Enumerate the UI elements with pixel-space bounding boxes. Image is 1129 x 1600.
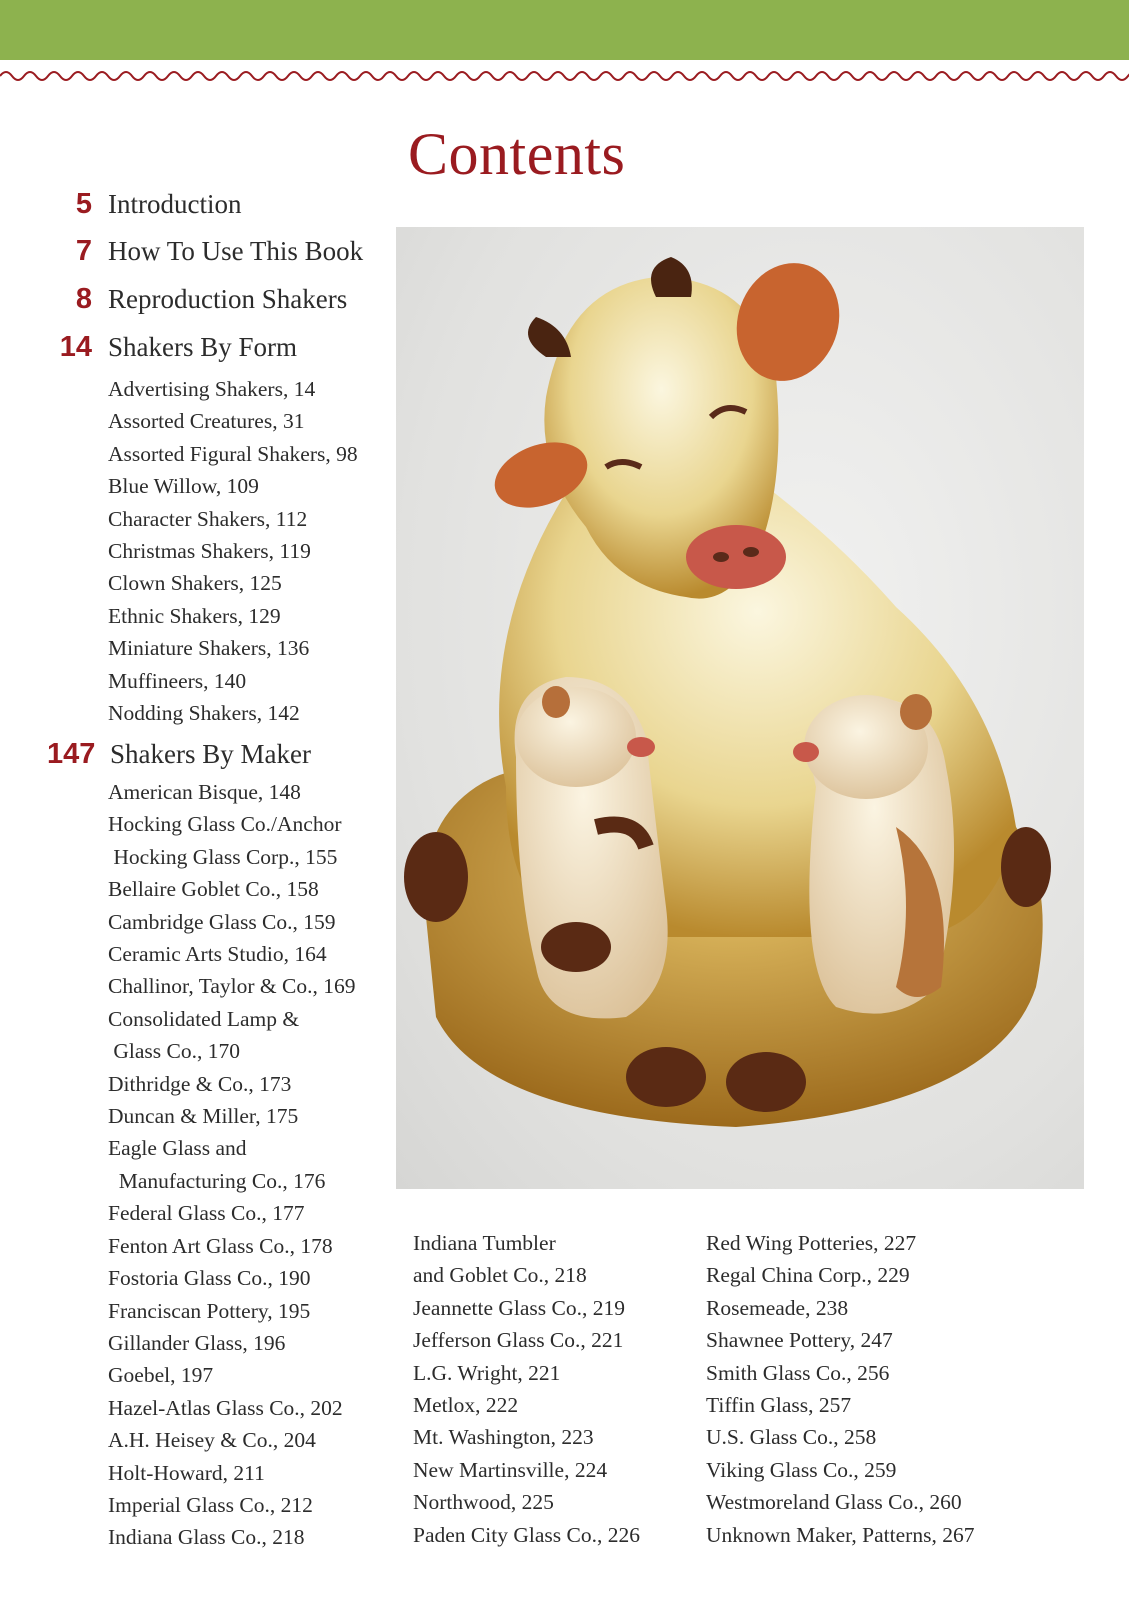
toc-entry[interactable]: Indiana Glass Co., 218 xyxy=(108,1525,305,1550)
toc-entry[interactable]: Ethnic Shakers, 129 xyxy=(108,603,281,628)
toc-entry[interactable]: L.G. Wright, 221 xyxy=(413,1360,561,1385)
toc-entry[interactable]: Manufacturing Co., 176 xyxy=(108,1168,326,1193)
toc-entry[interactable]: Indiana Tumbler xyxy=(413,1231,556,1255)
toc-entry[interactable]: Muffineers, 140 xyxy=(108,668,247,693)
toc-entry[interactable]: Hocking Glass Co./Anchor xyxy=(108,812,342,837)
toc-entry[interactable]: Mt. Washington, 223 xyxy=(413,1425,594,1450)
toc-entry[interactable]: Hazel-Atlas Glass Co., 202 xyxy=(108,1395,343,1420)
cow-family-figurine xyxy=(396,227,1084,1189)
toc-section-label: Shakers By Maker xyxy=(110,739,311,769)
by-maker-list-col3 xyxy=(706,1227,974,1551)
toc-entry[interactable]: Cambridge Glass Co., 159 xyxy=(108,909,336,934)
toc-section-label: Shakers By Form xyxy=(108,332,297,362)
toc-entry[interactable]: Duncan & Miller, 175 xyxy=(108,1104,299,1129)
toc-entry[interactable]: Regal China Corp., 229 xyxy=(706,1263,910,1288)
page-title: Contents xyxy=(408,121,626,187)
toc-entry[interactable]: New Martinsville, 224 xyxy=(413,1457,608,1482)
toc-page-number: 147 xyxy=(47,738,96,770)
toc-entry[interactable]: Consolidated Lamp & xyxy=(108,1006,300,1031)
toc-entry[interactable]: Westmoreland Glass Co., 260 xyxy=(706,1490,962,1515)
toc-entry[interactable]: Unknown Maker, Patterns, 267 xyxy=(706,1522,975,1547)
toc-entry[interactable]: Jefferson Glass Co., 221 xyxy=(413,1328,624,1353)
by-maker-list-col1 xyxy=(108,776,355,1554)
toc-entry[interactable]: Challinor, Taylor & Co., 169 xyxy=(108,974,356,999)
toc-section-label: Reproduction Shakers xyxy=(108,284,348,314)
toc-entry[interactable]: Viking Glass Co., 259 xyxy=(706,1457,897,1482)
toc-entry[interactable]: Rosemeade, 238 xyxy=(706,1295,849,1320)
toc-entry[interactable]: Advertising Shakers, 14 xyxy=(108,377,316,401)
toc-entry[interactable]: Holt-Howard, 211 xyxy=(108,1460,265,1485)
toc-entry[interactable]: Northwood, 225 xyxy=(413,1490,554,1515)
toc-entry[interactable]: Ceramic Arts Studio, 164 xyxy=(108,942,327,967)
toc-entry[interactable]: Smith Glass Co., 256 xyxy=(706,1360,890,1385)
toc-entry[interactable]: Bellaire Goblet Co., 158 xyxy=(108,877,319,902)
toc-entry[interactable]: and Goblet Co., 218 xyxy=(413,1263,587,1288)
toc-entry[interactable]: Eagle Glass and xyxy=(108,1136,247,1161)
toc-entry[interactable]: Tiffin Glass, 257 xyxy=(706,1393,852,1418)
toc-entry[interactable]: Glass Co., 170 xyxy=(108,1039,240,1064)
toc-entry[interactable]: Assorted Figural Shakers, 98 xyxy=(108,441,358,466)
toc-entry[interactable]: Shawnee Pottery, 247 xyxy=(706,1328,893,1353)
by-form-list xyxy=(108,373,358,729)
toc-entry[interactable]: American Bisque, 148 xyxy=(108,780,301,804)
toc-page-number: 8 xyxy=(75,283,92,315)
toc-page-number: 14 xyxy=(59,331,92,363)
wavy-divider xyxy=(0,62,1129,90)
toc-entry[interactable]: Federal Glass Co., 177 xyxy=(108,1201,305,1226)
toc-page-number: 5 xyxy=(75,188,92,220)
toc-entry[interactable]: Fostoria Glass Co., 190 xyxy=(108,1266,311,1291)
ceramic-shaker-photo xyxy=(396,227,1084,1189)
toc-page-number: 7 xyxy=(75,235,92,267)
toc-entry[interactable]: Imperial Glass Co., 212 xyxy=(108,1492,313,1517)
toc-entry[interactable]: U.S. Glass Co., 258 xyxy=(706,1425,877,1450)
toc-section-introduction[interactable] xyxy=(0,188,241,221)
toc-entry[interactable]: Hocking Glass Corp., 155 xyxy=(108,844,338,869)
toc-section-by-maker[interactable] xyxy=(47,738,311,771)
toc-entry[interactable]: Fenton Art Glass Co., 178 xyxy=(108,1233,333,1258)
toc-entry[interactable]: Clown Shakers, 125 xyxy=(108,571,282,596)
toc-entry[interactable]: Franciscan Pottery, 195 xyxy=(108,1298,311,1323)
toc-entry[interactable]: Nodding Shakers, 142 xyxy=(108,701,300,726)
toc-entry[interactable]: Assorted Creatures, 31 xyxy=(108,409,305,434)
toc-section-how-to-use[interactable] xyxy=(0,235,363,268)
toc-entry[interactable]: Blue Willow, 109 xyxy=(108,474,259,499)
toc-section-label: Introduction xyxy=(108,189,242,219)
toc-entry[interactable]: A.H. Heisey & Co., 204 xyxy=(108,1428,316,1453)
toc-section-reproduction[interactable] xyxy=(0,283,347,316)
toc-section-label: How To Use This Book xyxy=(108,236,364,266)
toc-entry[interactable]: Goebel, 197 xyxy=(108,1363,214,1388)
toc-section-by-form[interactable] xyxy=(0,331,297,364)
toc-entry[interactable]: Paden City Glass Co., 226 xyxy=(413,1522,640,1547)
toc-entry[interactable]: Gillander Glass, 196 xyxy=(108,1330,286,1355)
toc-entry[interactable]: Red Wing Potteries, 227 xyxy=(706,1231,917,1255)
toc-entry[interactable]: Jeannette Glass Co., 219 xyxy=(413,1295,625,1320)
by-maker-list-col2 xyxy=(413,1227,640,1551)
toc-entry[interactable]: Miniature Shakers, 136 xyxy=(108,636,310,661)
toc-entry[interactable]: Character Shakers, 112 xyxy=(108,506,308,531)
toc-entry[interactable]: Dithridge & Co., 173 xyxy=(108,1071,292,1096)
toc-entry[interactable]: Christmas Shakers, 119 xyxy=(108,539,311,564)
toc-entry[interactable]: Metlox, 222 xyxy=(413,1393,519,1418)
top-color-band xyxy=(0,0,1129,60)
